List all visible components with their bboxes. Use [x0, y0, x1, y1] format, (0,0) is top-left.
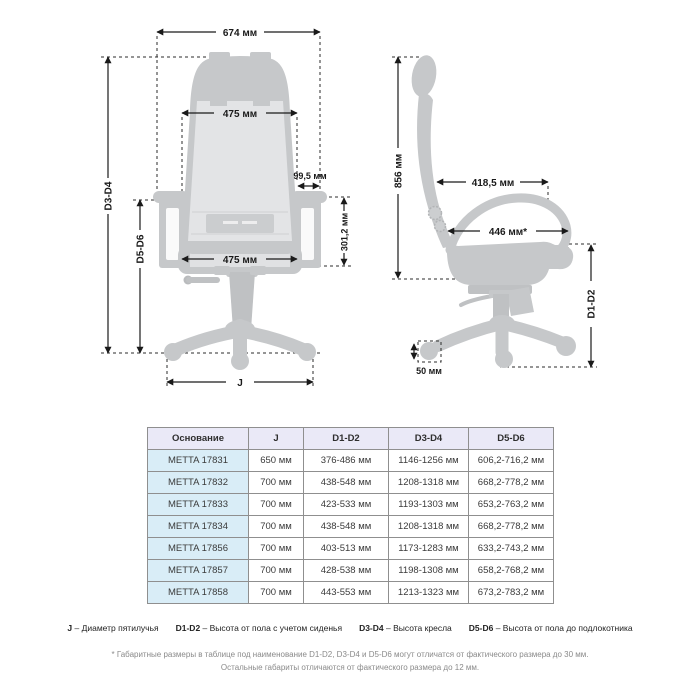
- cell-j: 700 мм: [249, 494, 304, 516]
- header-d1d2: D1-D2: [304, 428, 389, 450]
- header-j: J: [249, 428, 304, 450]
- table-row: [148, 560, 554, 582]
- table-row: [148, 472, 554, 494]
- table-row: [148, 450, 554, 472]
- tension-lever: [186, 277, 220, 283]
- cell-d3d4: 1213-1323 мм: [389, 582, 469, 604]
- cell-j: 700 мм: [249, 582, 304, 604]
- cell-base: METTA 17831: [148, 450, 249, 472]
- table-header-row: [148, 428, 554, 450]
- caster-side-right: [556, 336, 576, 356]
- cell-j: 650 мм: [249, 450, 304, 472]
- dim-label-back-to-armrest: 418,5 мм: [471, 178, 515, 189]
- cell-d3d4: 1193-1303 мм: [389, 494, 469, 516]
- seat-tab-left: [214, 266, 230, 275]
- base-hub-side: [489, 315, 515, 331]
- cell-d3d4: 1173-1283 мм: [389, 538, 469, 560]
- legend-desc: – Высота кресла: [386, 623, 452, 633]
- dim-label-d3d4: D3-D4: [103, 181, 115, 211]
- cell-d1d2: 423-533 мм: [304, 494, 389, 516]
- legend: [0, 623, 700, 633]
- cell-j: 700 мм: [249, 538, 304, 560]
- lumbar-slit-right: [242, 221, 257, 224]
- mesh-notch-right: [253, 101, 270, 106]
- side-lever: [461, 296, 492, 305]
- dim-label-d1d2: D1-D2: [586, 289, 598, 319]
- dim-label-total-width: 674 мм: [222, 28, 258, 39]
- caster-right: [298, 343, 316, 361]
- legend-desc: – Высота от пола до подлокотника: [495, 623, 633, 633]
- cell-base: METTA 17832: [148, 472, 249, 494]
- dim-label-back-width: 475 мм: [222, 109, 258, 120]
- table-row: [148, 494, 554, 516]
- dim-label-seat-depth: 446 мм*: [488, 227, 528, 238]
- legend-key: J: [67, 623, 73, 633]
- dim-label-j: J: [237, 378, 243, 389]
- dim-label-height: 856 мм: [393, 153, 405, 189]
- legend-item-d5d6: [469, 623, 633, 633]
- cell-d1d2: 443-553 мм: [304, 582, 389, 604]
- legend-key: D1-D2: [175, 623, 201, 633]
- legend-item-d1d2: [176, 623, 342, 633]
- side-view: [392, 53, 598, 376]
- dimensions-table: [147, 427, 554, 604]
- legend-key: D3-D4: [359, 623, 384, 633]
- lumbar-support: [206, 214, 274, 233]
- front-view: [101, 28, 352, 389]
- side-view-chair: [409, 53, 576, 368]
- dim-label-d5d6: D5-D6: [135, 234, 147, 264]
- dim-label-armrest-width: 99,5 мм: [293, 171, 327, 181]
- caster-center: [231, 352, 249, 370]
- cell-d3d4: 1146-1256 мм: [389, 450, 469, 472]
- footnote: [0, 649, 700, 675]
- legend-key: D5-D6: [468, 623, 494, 633]
- cell-d1d2: 438-548 мм: [304, 516, 389, 538]
- dim-label-seat-width: 475 мм: [222, 255, 258, 266]
- cell-d1d2: 428-538 мм: [304, 560, 389, 582]
- table-row: [148, 516, 554, 538]
- adjust-knob-upper: [429, 207, 442, 220]
- dim-label-armrest-height: 301,2 мм: [339, 212, 350, 252]
- headrest-side: [409, 53, 440, 99]
- cell-base: METTA 17857: [148, 560, 249, 582]
- cell-base: METTA 17834: [148, 516, 249, 538]
- cell-d5d6: 668,2-778,2 мм: [469, 472, 554, 494]
- cell-d5d6: 633,2-743,2 мм: [469, 538, 554, 560]
- armrest-insert-right: [301, 208, 314, 260]
- legend-desc: – Диаметр пятилучья: [74, 623, 159, 633]
- cell-d5d6: 668,2-778,2 мм: [469, 516, 554, 538]
- cell-base: METTA 17858: [148, 582, 249, 604]
- seat-tab-right: [250, 266, 266, 275]
- cell-base: METTA 17856: [148, 538, 249, 560]
- seat-side: [447, 242, 573, 285]
- cell-j: 700 мм: [249, 516, 304, 538]
- footnote-line-1: * Габаритные размеры в таблице под наименование D1-D2, D3-D4 и D5-D6 могут отличатся от фактического размера до 30 мм.: [111, 650, 589, 659]
- table-row: [148, 582, 554, 604]
- cell-d1d2: 438-548 мм: [304, 472, 389, 494]
- cell-d5d6: 606,2-716,2 мм: [469, 450, 554, 472]
- cell-d5d6: 673,2-783,2 мм: [469, 582, 554, 604]
- lumbar-slit-left: [223, 221, 238, 224]
- front-view-chair: [153, 52, 327, 370]
- cell-d1d2: 403-513 мм: [304, 538, 389, 560]
- cell-j: 700 мм: [249, 472, 304, 494]
- dim-label-caster: 50 мм: [416, 366, 442, 376]
- armrest-insert-left: [166, 208, 179, 260]
- header-d3d4: D3-D4: [389, 428, 469, 450]
- cell-base: METTA 17833: [148, 494, 249, 516]
- header-base: Основание: [148, 428, 249, 450]
- caster-side-left: [420, 342, 438, 360]
- cell-d3d4: 1198-1308 мм: [389, 560, 469, 582]
- base-hub: [225, 320, 255, 338]
- legend-desc: – Высота от пола с учетом сиденья: [202, 623, 343, 633]
- cell-d3d4: 1208-1318 мм: [389, 472, 469, 494]
- cell-d5d6: 653,2-763,2 мм: [469, 494, 554, 516]
- caster-left: [164, 343, 182, 361]
- legend-item-d3d4: [359, 623, 452, 633]
- cell-d1d2: 376-486 мм: [304, 450, 389, 472]
- caster-side-center: [495, 350, 513, 368]
- cell-d3d4: 1208-1318 мм: [389, 516, 469, 538]
- mesh-notch-left: [210, 101, 227, 106]
- table-row: [148, 538, 554, 560]
- adjust-knob-lower: [435, 221, 446, 232]
- header-d5d6: D5-D6: [469, 428, 554, 450]
- legend-item-j: [67, 623, 158, 633]
- footnote-line-2: Остальные габариты отличаются от фактического размера до 12 мм.: [220, 662, 480, 672]
- cell-d5d6: 658,2-768,2 мм: [469, 560, 554, 582]
- cell-j: 700 мм: [249, 560, 304, 582]
